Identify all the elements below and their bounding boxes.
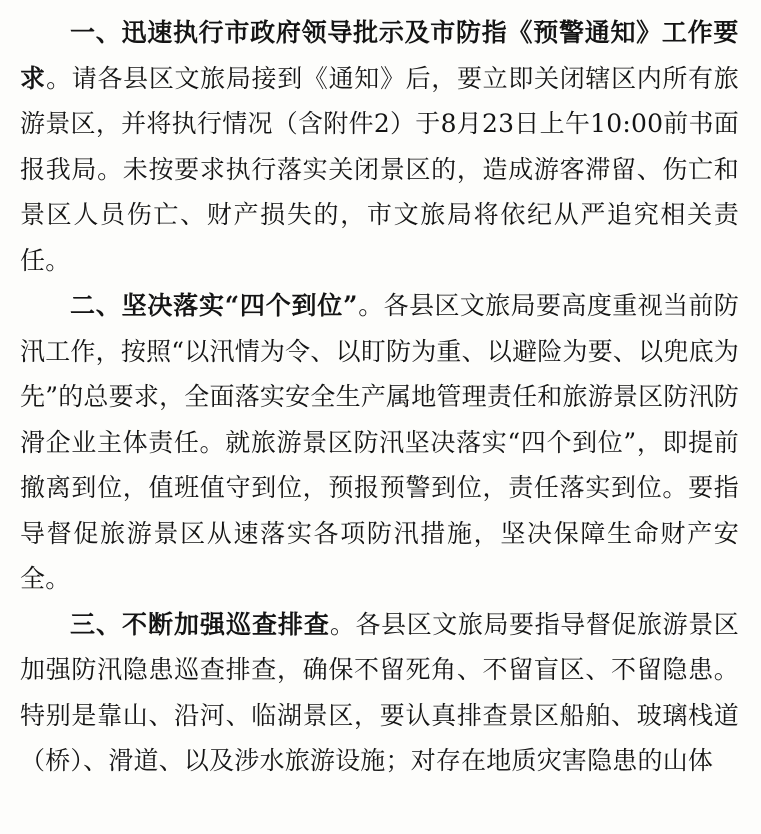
paragraph-1-body: 。请各县区文旅局接到《通知》后，要立即关闭辖区内所有旅游景区，并将执行情况（含附件2）于8月23日上午10:00前书面报我局。未按要求执行落实关闭景区的，造成游客滞留、伤亡和景区人员伤亡、财产损失的，市文旅局将依纪从严追究相关责任。 [20,63,739,275]
paragraph-3-heading: 三、不断加强巡查排查 [70,609,330,639]
paragraph-2-body: 。各县区文旅局要高度重视当前防汛工作，按照“以汛情为令、以盯防为重、以避险为要、以兜底为先”的总要求，全面落实安全生产属地管理责任和旅游景区防汛防滑企业主体责任。就旅游景区防汛坚决落实“四个到位”，即提前撤离到位，值班值守到位，预报预警到位，责任落实到位。要指导督促旅游景区从速落实各项防汛措施，坚决保障生命财产安全。 [20,291,739,593]
paragraph-3 [20,602,739,784]
paragraph-3-body: 。各县区文旅局要指导督促旅游景区加强防汛隐患巡查排查，确保不留死角、不留盲区、不留隐患。特别是靠山、沿河、临湖景区，要认真排查景区船舶、玻璃栈道（桥）、滑道、以及涉水旅游设施；对存在地质灾害隐患的山体 [20,609,739,775]
paragraph-1 [20,10,739,283]
paragraph-1-heading: 一、迅速执行市政府领导批示及市防指《预警通知》工作要求 [20,18,739,93]
paragraph-2 [20,283,739,602]
paragraph-2-heading: 二、坚决落实“四个到位” [70,291,359,320]
